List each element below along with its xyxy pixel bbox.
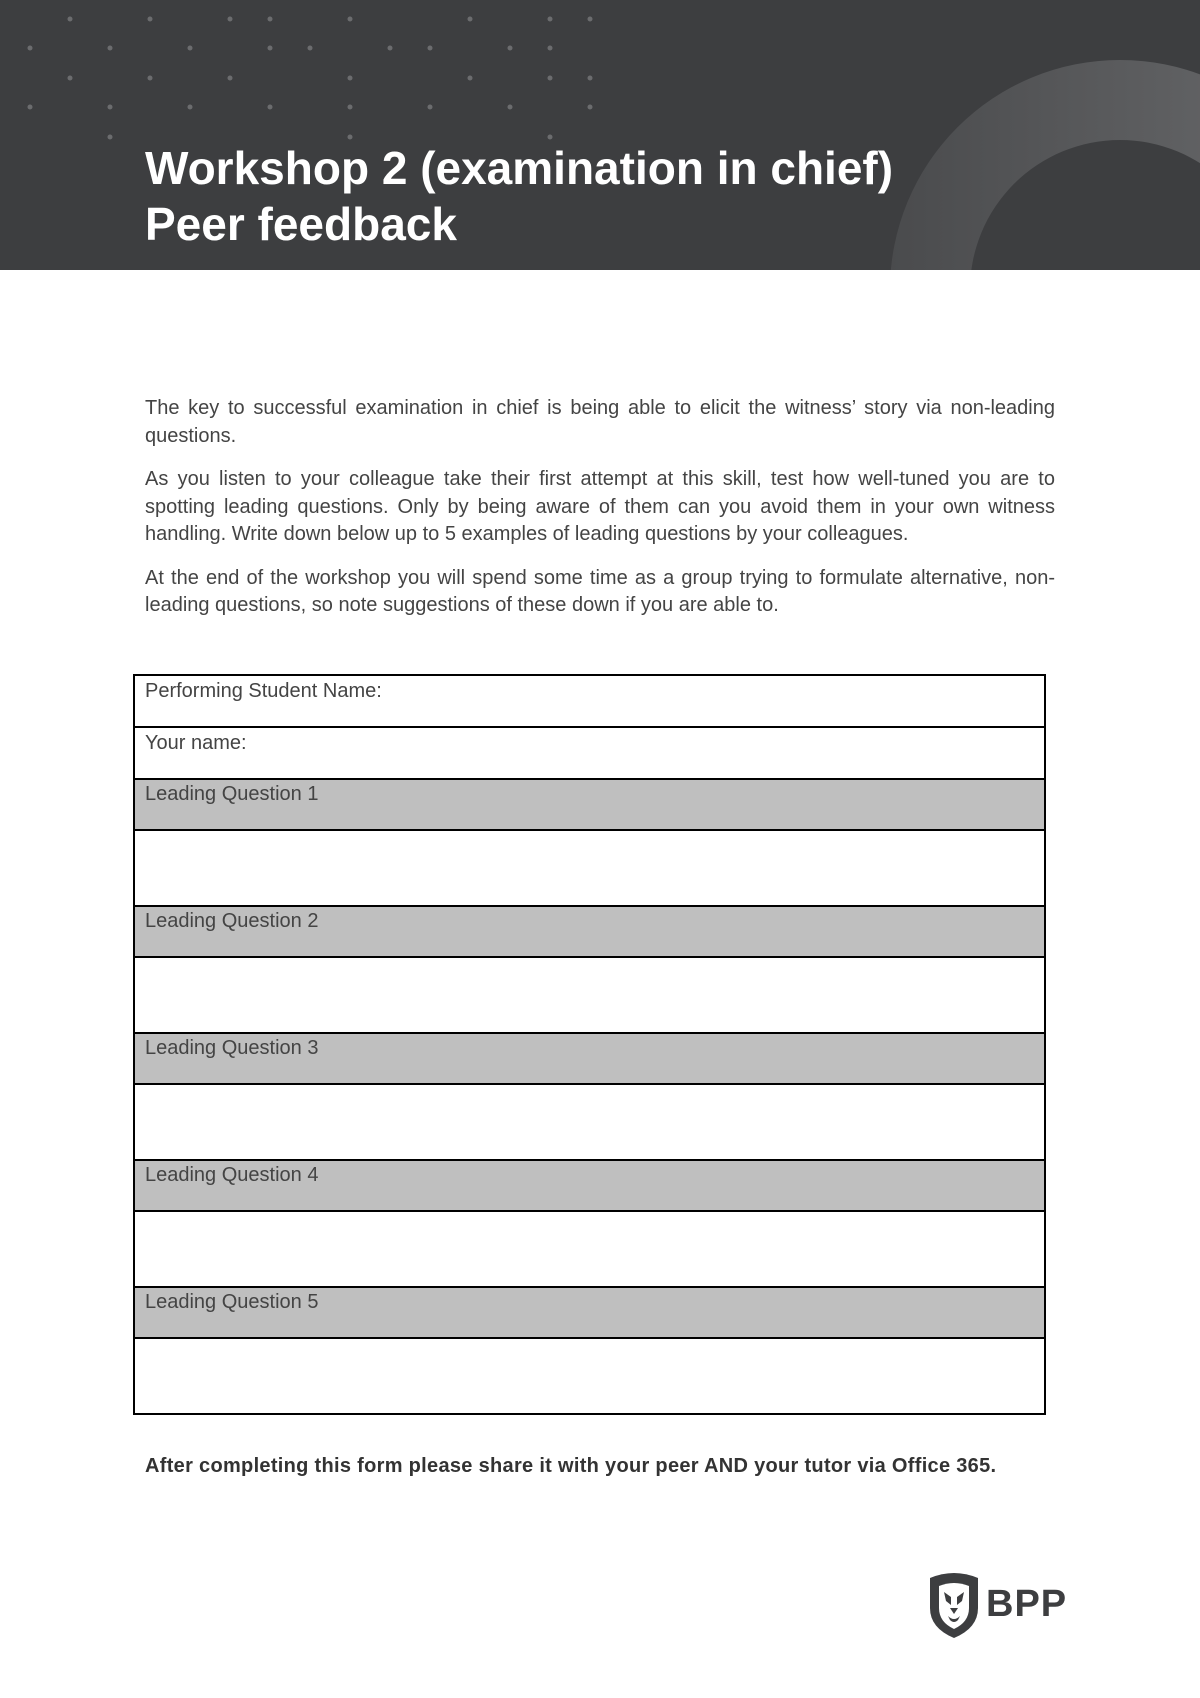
leading-question-3-answer[interactable]	[145, 1085, 1034, 1159]
title-line-2: Peer feedback	[145, 198, 457, 250]
leading-question-1-answer-cell[interactable]	[134, 830, 1045, 906]
question-answer-row[interactable]	[134, 830, 1045, 906]
dot-pattern	[28, 17, 593, 140]
intro-paragraph: At the end of the workshop you will spend some time as a group trying to formulate alternative, non-leading questions, so note suggestions of these down if you are able to.	[145, 566, 1055, 616]
intro-paragraph: As you listen to your colleague take their first attempt at this skill, test how well-tuned you are to spotting leading questions. Only by being aware of them can you avoid them in your own witness handling. Write down below up to 5 examples of leading questions by your colleagues.	[145, 468, 1055, 545]
bpp-logo	[924, 1570, 1068, 1640]
leading-question-1-answer[interactable]	[145, 831, 1034, 905]
performing-student-field[interactable]	[134, 675, 1045, 727]
question-label-row	[134, 1033, 1045, 1084]
leading-question-2-answer[interactable]	[145, 958, 1034, 1032]
performing-student-label: Performing Student Name:	[145, 680, 382, 702]
leading-question-3-answer-cell[interactable]	[134, 1084, 1045, 1160]
leading-question-3-label: Leading Question 3	[134, 1033, 1045, 1084]
question-answer-row[interactable]	[134, 1211, 1045, 1287]
leading-question-4-answer-cell[interactable]	[134, 1211, 1045, 1287]
leading-question-1-label: Leading Question 1	[134, 779, 1045, 830]
your-name-row[interactable]	[134, 727, 1045, 779]
logo-text: BPP	[986, 1583, 1068, 1625]
header-banner	[0, 0, 1200, 270]
intro-paragraph: The key to successful examination in chief is being able to elicit the witness’ story via non-leading questions.	[145, 397, 1055, 447]
page-title	[145, 140, 893, 252]
leading-question-2-label: Leading Question 2	[134, 906, 1045, 957]
leading-question-5-answer[interactable]	[145, 1339, 1034, 1413]
question-label-row	[134, 906, 1045, 957]
performing-student-row[interactable]	[134, 675, 1045, 727]
leading-question-4-label: Leading Question 4	[134, 1160, 1045, 1211]
your-name-label: Your name:	[145, 732, 247, 754]
intro-text	[145, 395, 1055, 636]
leading-question-2-answer-cell[interactable]	[134, 957, 1045, 1033]
question-answer-row[interactable]	[134, 1084, 1045, 1160]
your-name-field[interactable]	[134, 727, 1045, 779]
question-answer-row[interactable]	[134, 1338, 1045, 1414]
question-label-row	[134, 1287, 1045, 1338]
leading-question-4-answer[interactable]	[145, 1212, 1034, 1286]
footer-instruction: After completing this form please share it with your peer AND your tutor via Office 365.	[145, 1455, 997, 1477]
title-line-1: Workshop 2 (examination in chief)	[145, 142, 894, 194]
question-label-row	[134, 1160, 1045, 1211]
feedback-form-table	[133, 674, 1046, 1415]
leading-question-5-label: Leading Question 5	[134, 1287, 1045, 1338]
lion-shield-icon	[924, 1570, 984, 1640]
arc-decoration	[890, 60, 1200, 270]
question-label-row	[134, 779, 1045, 830]
question-answer-row[interactable]	[134, 957, 1045, 1033]
leading-question-5-answer-cell[interactable]	[134, 1338, 1045, 1414]
